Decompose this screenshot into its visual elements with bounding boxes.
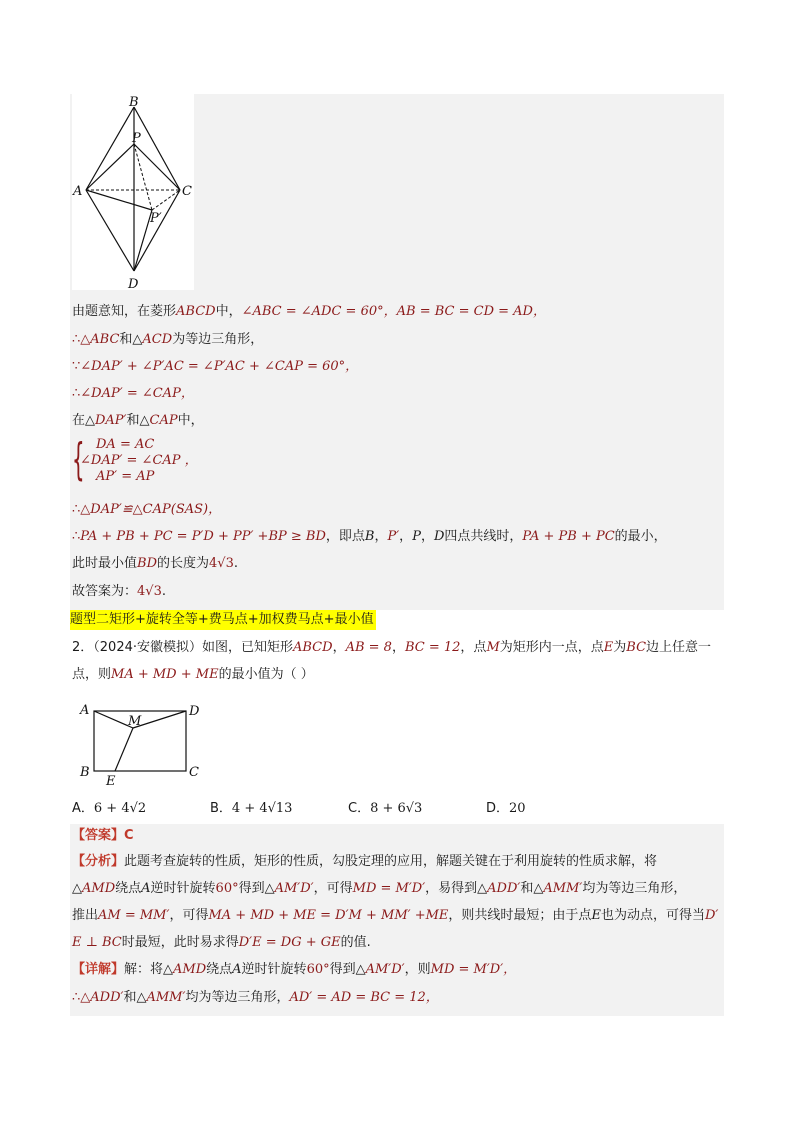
option-d[interactable]: D．20 [486, 801, 526, 816]
label-A: A [80, 703, 90, 718]
label-P: P [132, 131, 141, 146]
question-2-line-1: 2．（2024·安徽模拟）如图，已知矩形ABCD，AB = 8，BC = 12，点M为矩形内一点，点E为BC边上任意一 [72, 640, 712, 655]
system-line-3: AP′ = AP [96, 469, 155, 484]
label-B: B [80, 765, 90, 780]
edge-PC [134, 144, 180, 190]
solution-line-9: 此时最小值BD的长度为4√3. [72, 556, 238, 571]
detail-line-1: 【详解】解：将△AMD绕点A逆时针旋转60°得到△AM′D′，则MD = M′D′， [72, 962, 517, 977]
label-P-prime: P′ [150, 211, 162, 226]
analysis-line-3: 推出AM = MM′，可得MA + MD + ME = D′M + MM′ +ME，则共线时最短；由于点E也为动点，可得当D′ [72, 908, 719, 923]
analysis-tag: 【分析】 [72, 854, 125, 869]
solution-line-8: ∴PA + PB + PC = P′D + PP′ +BP ≥ BD，即点B，P′，P，D四点共线时，PA + PB + PC的最小， [72, 529, 667, 544]
analysis-line-2: △AMD绕点A逆时针旋转60°得到△AM′D′，可得MD = M′D′，易得到△ADD′和△AMM′均为等边三角形， [72, 881, 687, 896]
edge-BC [134, 107, 180, 190]
label-C: C [189, 765, 199, 780]
solution-line-1: 由题意知，在菱形ABCD中，∠ABC = ∠ADC = 60°，AB = BC = CD = AD， [72, 304, 546, 319]
system-line-1: DA = AC [96, 437, 155, 452]
option-c[interactable]: C．8 + 6√3 [348, 801, 423, 816]
label-C: C [182, 184, 192, 199]
option-a[interactable]: A．6 + 4√2 [72, 801, 147, 816]
solution-line-3: ∵∠DAP′ + ∠P′AC = ∠P′AC + ∠CAP = 60°， [72, 359, 359, 374]
dashed-P-prime-C [152, 190, 180, 210]
figure-rhombus [72, 94, 194, 290]
topic-label: 题型二矩形+旋转全等+费马点+加权费马点+最小值 [70, 610, 376, 630]
label-B: B [129, 95, 139, 110]
label-M: M [128, 714, 142, 729]
figure-rectangle [76, 700, 206, 786]
solution-line-10: 故答案为：4√3. [72, 584, 166, 599]
question-2-line-2: 点，则MA + MD + ME的最小值为（ ） [72, 667, 314, 682]
system-line-2: ∠DAP′ = ∠CAP ， [80, 453, 198, 468]
answer-value: C [124, 828, 134, 843]
answer-tag: 【答案】 [72, 828, 125, 843]
edge-AB [86, 107, 134, 190]
label-D: D [189, 704, 200, 719]
detail-tag: 【详解】 [72, 962, 125, 977]
segment-ME [115, 728, 133, 771]
label-A: A [73, 184, 83, 199]
edge-CD [134, 190, 180, 271]
label-E: E [106, 774, 116, 786]
solution-line-4: ∴∠DAP′ = ∠CAP， [72, 386, 194, 401]
solution-line-5: 在△DAP′和△CAP中， [72, 413, 204, 428]
solution-line-2: ∴△ABC和△ACD为等边三角形， [72, 332, 264, 347]
dashed-PP-prime [134, 144, 152, 210]
solution-line-7: ∴△DAP′≌△CAP(SAS)， [72, 502, 222, 517]
label-D: D [128, 277, 139, 290]
edge-AP [86, 144, 134, 190]
system-brace: { [72, 434, 85, 485]
analysis-line-1: 【分析】此题考查旋转的性质，矩形的性质，勾股定理的应用，解题关键在于利用旋转的性质求解，将 [72, 854, 658, 869]
analysis-line-4: E ⊥ BC时最短，此时易求得D′E = DG + GE的值. [72, 935, 371, 950]
option-b[interactable]: B．4 + 4√13 [210, 801, 293, 816]
detail-line-2: ∴△ADD′和△AMM′均为等边三角形，AD′ = AD = BC = 12， [72, 990, 439, 1005]
answer-line [72, 826, 134, 846]
